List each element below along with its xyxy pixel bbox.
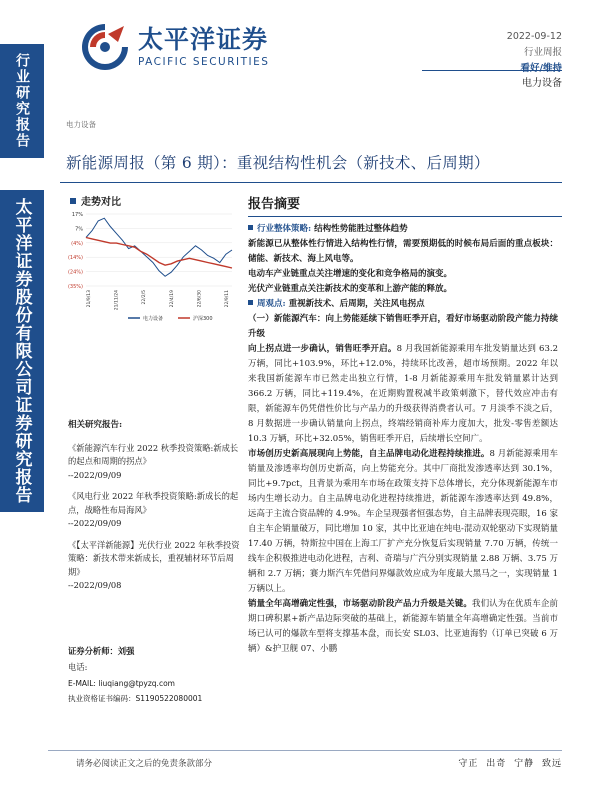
summary-paragraph: 电动车产业链重点关注增速的变化和竞争格局的演变。 [248,269,453,279]
related-date: --2022/09/08 [68,580,122,590]
section-heading: （一）新能源汽车：向上势能延续下销售旺季开启，看好市场驱动阶段产能力持续升级 [248,314,558,339]
paragraph-lead: 市场创历史新高展现向上势能，自主品牌电动化进程持续推进。 [248,449,490,459]
sidebar-bottom-label: 太平洋证券股份有限公司证券研究报告 [11,198,32,504]
analyst-license: 执业资格证书编码：S1190522080001 [68,694,203,704]
summary-paragraph [248,597,558,657]
footer-motto [454,756,562,769]
related-item[interactable] [68,490,240,531]
sidebar-report-type [0,44,44,158]
y-tick-label: (4%) [71,240,83,247]
trend-chart [62,208,240,326]
footer-divider [48,750,562,751]
x-tick-label: 22/2/5 [142,290,148,305]
x-tick-label: 22/9/11 [225,290,230,308]
header-industry: 电力设备 [522,78,562,89]
summary-divider [248,216,562,217]
summary-body [248,222,558,657]
paragraph-text: 8 月新能源乘用车销量及渗透率均创历史新高，向上势能充分。其中厂商批发渗透率达到 30.1%，同比+9.7pct，且背景为乘用车市场在政策支持下总体增长，充分体现新能源车市场内生增长动力。自主品牌电动化进程持续推进，新能源车渗透率达到 49.8%，远高于主流合资品牌的 4.9%。车企呈现强者恒强态势，自主品牌表现亮眼，16 家自主车企销量破万，同比增加 10 家，其中比亚迪在纯电-混动双轮驱动下实现销量 17.40 万辆，特斯拉中国在上海工厂扩产充分恢复后实现销量 7.70 万辆，传统一线车企积极推进电动化进程，吉利、奇瑞与广汽分别实现销量 2.88 万辆、3.75 万辆和 2.7 万辆；赛力斯汽车凭借问界爆款效应成为年度最大黑马之一，实现销量 1 万辆以上。 [248,449,558,594]
sidebar-company [0,190,44,512]
motto-word: 出奇 [486,759,507,769]
square-bullet-icon [70,198,76,204]
x-tick-label: 21/11/24 [114,290,120,311]
pacific-logo-icon [78,20,132,74]
header-divider [422,70,562,71]
weekly-view-bullet [248,297,558,312]
related-title: 《新能源汽车行业 2022 秋季投资策略:新成长的起点和周期的拐点》 [68,442,239,466]
x-tick-label: 21/9/13 [87,290,92,308]
strategy-label: 行业整体策略: [257,224,312,234]
strategy-bullet [248,222,558,237]
paragraph-text: 8 月我国新能源乘用车批发销量达到 63.2 万辆，同比+103.9%，环比+12.0%，持续环比改善，超市场预期。2022 年以来我国新能源车市已然走出独立行情，1-8 月新能源乘用车批发销量累计达到 366.2 万辆，同比+119.4%，在近期购置税减半政策刺激下，替代效应冲击有限，新能源车仍凭借性价比与产品力的升级获得消费者认可。7 月淡季不淡之后，8 月数据进一步确认销量向上拐点，终端经销商补库力度加大，批发-零售差额达 10.3 万辆，环比+32.05%，销售旺季开启，后续增长空间广。 [248,344,558,444]
analyst-name: 证券分析师：刘强 [68,646,135,656]
motto-word: 致远 [541,759,562,769]
page-title: 新能源周报（第 6 期）：重视结构性机会（新技术、后周期） [66,154,490,172]
summary-paragraph: 新能源已从整体性行情进入结构性行情，需要预期低的时候布局后面的重点板块：储能、新技术、海上风电等。 [248,239,558,264]
series-line-power-equipment [86,218,232,276]
trend-heading-text: 走势对比 [81,197,121,208]
sidebar-top-label: 行业研究报告 [14,53,30,149]
analyst-phone: 电话: [68,661,88,672]
weekly-view-label: 周观点: [257,299,286,309]
square-bullet-icon [248,300,253,305]
summary-heading: 报告摘要 [248,197,301,212]
related-heading: 相关研究报告: [68,420,123,430]
related-title: 《【太平洋新能源】光伏行业 2022 年秋季投资策略：新技术带来新成长，重视辅材环节后周期》 [68,539,240,577]
y-tick-label: (35%) [67,284,83,290]
company-logo [78,20,269,74]
related-item[interactable] [68,442,240,483]
related-item[interactable] [68,539,240,593]
legend-label: 电力设备 [143,316,164,322]
trend-heading [70,193,121,208]
rating-badge: 看好/维持 [520,63,562,74]
paragraph-text: 我们认为在优质车企前期口碑积累+新产品边际突破的基础上，新能源车销量全年高增确定性强。当前市场已认可的爆款车型将支撑基本盘，而长安 SL03、比亚迪海豹（订单已突破 6 万辆）&护卫舰 07、小鹏 [248,599,558,654]
logo-cn-text: 太平洋证券 [138,25,269,54]
series-line-csi300 [86,238,232,269]
motto-word: 守正 [458,759,479,769]
analyst-email[interactable]: E-MAIL: liuqiang@tpyzq.com [68,678,175,688]
y-tick-label: (14%) [67,255,83,262]
y-tick-label: 7% [75,226,83,233]
paragraph-lead: 销量全年高增确定性强，市场驱动阶段产品力升级是关键。 [248,599,472,609]
summary-paragraph: 光伏产业链重点关注新技术的变革和上游产能的释放。 [248,284,453,294]
weekly-view-text: 重视新技术、后周期，关注风电拐点 [285,299,425,309]
report-date: 2022-09-12 [506,31,562,42]
title-divider [60,182,562,183]
logo-en-text: PACIFIC SECURITIES [138,56,270,68]
square-bullet-icon [248,225,253,230]
summary-paragraph [248,342,558,447]
paragraph-lead: 向上拐点进一步确认，销售旺季开启。 [248,344,397,354]
strategy-text: 结构性势能胜过整体趋势 [311,224,408,234]
industry-tag: 电力设备 [66,120,96,129]
y-tick-label: (24%) [67,269,83,276]
report-type: 行业周报 [523,47,562,58]
y-tick-label: 17% [71,212,83,218]
legend-label: 沪深300 [193,316,213,322]
footer-disclaimer: 请务必阅读正文之后的免责条款部分 [76,759,213,769]
summary-paragraph [248,447,558,597]
x-tick-label: 22/6/30 [197,290,203,308]
x-tick-label: 22/4/19 [169,290,175,308]
related-date: --2022/09/09 [68,469,122,480]
related-reports [68,419,240,601]
related-date: --2022/09/09 [68,518,122,528]
analyst-info [68,644,240,707]
motto-word: 宁静 [514,759,535,769]
related-title: 《风电行业 2022 年秋季投资策略:新成长的起点，战略性布局海风》 [68,491,239,515]
